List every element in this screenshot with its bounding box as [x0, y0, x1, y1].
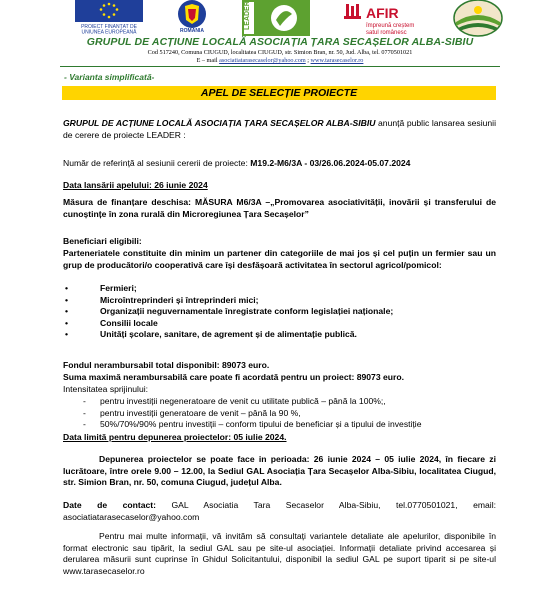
contact-paragraph — [63, 500, 496, 523]
reference-value: M19.2-M6/3A - 03/26.06.2024-05.07.2024 — [250, 158, 411, 168]
funding-max: Suma maximă nerambursabilă care poate fi acordată pentru un proiect: 89073 euro. — [63, 372, 405, 382]
intensity-list — [63, 396, 496, 431]
leader-text: LEADER — [244, 1, 251, 30]
afir-caption-1: împreună creștem — [366, 23, 415, 29]
variant-label: - Varianta simplificată- — [64, 72, 155, 82]
reference-line — [63, 158, 496, 170]
eu-caption-1: PROIECT FINANȚAT DE — [81, 24, 137, 30]
header-address-line2 — [0, 57, 560, 64]
afir-text: AFIR — [366, 5, 399, 21]
list-item: • Fermieri; — [63, 283, 496, 295]
romania-text: ROMÂNIA — [180, 28, 204, 34]
eu-caption-2: UNIUNEA EUROPEANĂ — [81, 29, 137, 34]
call-banner-title: APEL DE SELECȚIE PROIECTE — [62, 86, 496, 100]
submission-deadline: Data limită pentru depunerea proiectelor: 05 iulie 2024. — [63, 432, 287, 442]
gal-round-logo — [452, 0, 504, 40]
header-divider — [60, 66, 500, 67]
logo-strip — [0, 0, 560, 40]
beneficiaries-list — [63, 283, 496, 341]
intensity-list-wrap — [63, 396, 496, 431]
header-separator: ; — [305, 57, 311, 64]
leader-logo — [242, 0, 310, 36]
beneficiaries-list-wrap — [63, 283, 496, 341]
list-item: • Unități școlare, sanitare, de agrement și de alimentație publică. — [63, 329, 496, 341]
beneficiaries-title: Beneficiari eligibili: — [63, 236, 142, 246]
launch-date: Data lansării apelului: 26 iunie 2024 — [63, 180, 208, 190]
measure-paragraph — [63, 197, 496, 220]
beneficiaries-description: Parteneriatele constituite din minim un partener din categoriile de mai jos și cel puțin un fermier sau un grup de producători/o cooperativă care își desfășoară activitatea în sectorul agricol/pomicol: — [63, 248, 496, 270]
submission-paragraph: Depunerea proiectelor se poate face in perioada: 26 iunie 2024 – 05 iulie 2024, în fiecare zi lucrătoare, între orele 9.00 – 12.00, la Sediul GAL Asociația Țara Secașelor Alba-Sibiu, localitatea Ciugud, str. Simion Bran, nr. 50, comuna Ciugud, județul Alba. — [63, 454, 496, 487]
list-item: • Consilii locale — [63, 318, 496, 330]
gal-header-title: GRUPUL DE ACȚIUNE LOCALĂ ASOCIAȚIA ȚARA SECAȘELOR ALBA-SIBIU — [86, 36, 474, 48]
header-website-link[interactable]: www.tarasecaselor.ro — [310, 57, 364, 64]
header-email-link[interactable]: asociatiatarasecaselor@yahoo.com — [219, 57, 306, 64]
header-address-line1: Cod 517240, Comuna CIUGUD, localitatea CIUGUD, str. Simion Bran, nr. 50, Jud. Alba, tel. 0770501021 — [147, 49, 413, 56]
romania-emblem-logo — [170, 0, 214, 34]
contact-text: GAL Asociatia Tara Secaselor Alba-Sibiu, tel.0770501021, email: asociatiatarasecaselor@yahoo.com — [63, 500, 496, 522]
more-info-paragraph: Pentru mai multe informații, vă invităm să consultați variantele detaliate ale apelurilor, disponibile în format electronic sau tipărit, la sediul GAL sau pe site-ul asociației. Informații detaliate privind accesarea și derularea măsurii sunt cuprinse în Ghidul Solicitantului, disponibil la sediul GAL pe suport tiparit si pe site-ul www.tarasecaselor.ro — [63, 531, 496, 576]
afir-logo — [340, 0, 420, 38]
list-item: • Organizații neguvernamentale înregistrate conform legislației naționale; — [63, 306, 496, 318]
list-item: - 50%/70%/90% pentru investiții – conform tipului de beneficiar și a tipului de investiție — [63, 419, 496, 431]
measure-label: Măsura de finanțare deschisa: — [63, 197, 196, 207]
list-item: • Microîntreprinderi și întreprinderi mici; — [63, 295, 496, 307]
eu-flag-logo — [73, 0, 145, 34]
reference-label: Număr de referință al sesiunii cererii de proiecte: — [63, 158, 251, 168]
afir-caption-2: satul românesc — [366, 30, 407, 36]
intro-paragraph — [63, 118, 496, 141]
intro-text: anunță public lansarea sesiunii de cerere de proiecte LEADER : — [63, 118, 496, 140]
funding-total: Fondul nerambursabil total disponibil: 89073 euro. — [63, 360, 270, 370]
list-item: - pentru investiții generatoare de venit – până la 90 %, — [63, 408, 496, 420]
contact-label: Date de contact: — [63, 500, 157, 510]
header-email-prefix: E – mail — [196, 57, 220, 64]
list-item: - pentru investiții negeneratoare de venit cu utilitate publică – până la 100%;, — [63, 396, 496, 408]
intro-org-name: GRUPUL DE ACȚIUNE LOCALĂ ASOCIAȚIA ȚARA SECAȘELOR ALBA-SIBIU — [63, 118, 376, 128]
intensity-label: Intensitatea sprijinului: — [63, 384, 149, 394]
measure-value: MĂSURA M6/3A –„Promovarea asociativității, inovării și transferului de cunoștințe în zona rurală din Microregiunea Țara Secașelor” — [63, 197, 496, 219]
